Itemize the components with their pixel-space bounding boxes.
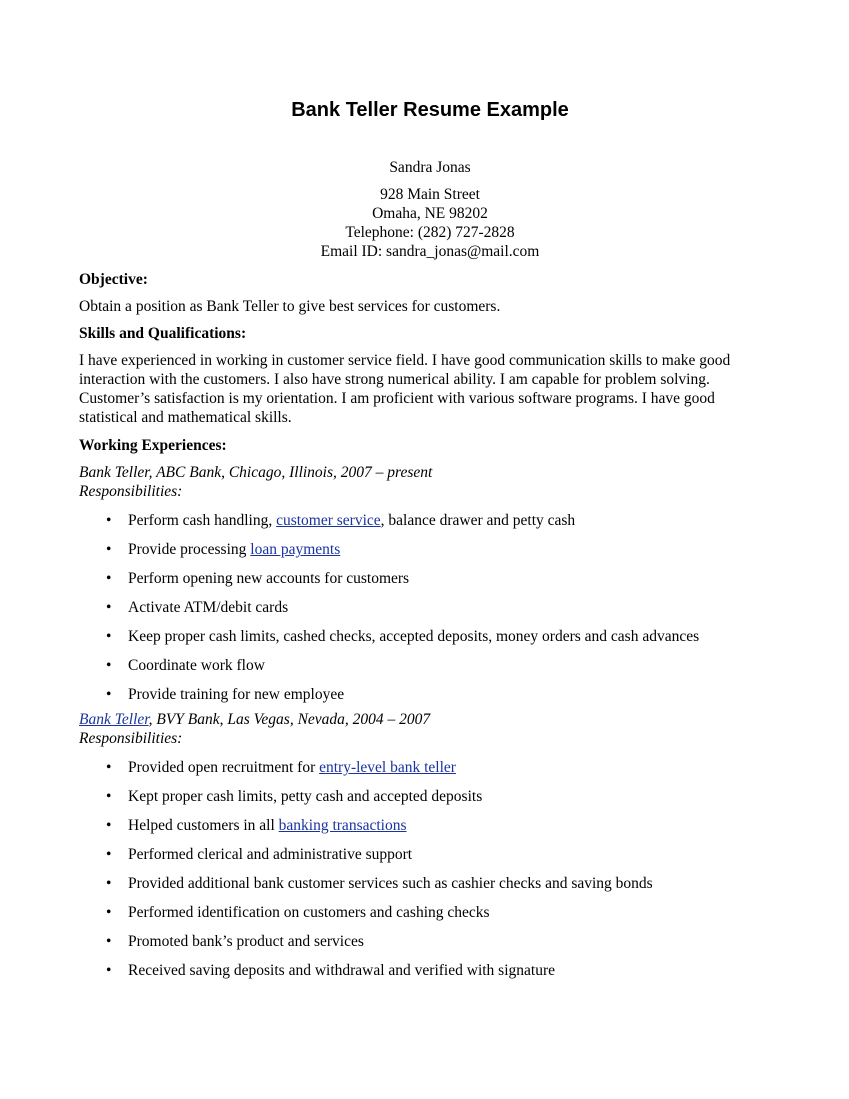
contact-street: 928 Main Street [380,186,480,203]
page-title: Bank Teller Resume Example [291,99,569,121]
objective-section [79,270,769,316]
list-item-text: Provided open recruitment for [128,759,320,776]
job-1-responsibility-list [79,507,769,710]
list-item-text: Keep proper cash limits, cashed checks, accepted deposits, money orders and cash advances [128,628,700,645]
job-2-responsibility-list [79,754,769,986]
list-item [79,652,769,681]
skills-section [79,324,769,427]
bullet-icon: • [106,541,112,558]
list-item-text: Coordinate work flow [128,657,265,674]
bullet-icon: • [106,933,112,950]
bullet-icon: • [106,686,112,703]
objective-heading: Objective: [79,271,148,288]
bullet-icon: • [106,570,112,587]
list-item [79,812,769,841]
list-item [79,754,769,783]
objective-text: Obtain a position as Bank Teller to give best services for customers. [79,298,501,315]
bullet-icon: • [106,628,112,645]
bullet-icon: • [106,657,112,674]
list-item-text: Provided additional bank customer services such as cashier checks and saving bonds [128,875,653,892]
job-entry-2 [79,710,769,986]
bullet-icon: • [106,904,112,921]
experience-section [79,436,769,986]
bullet-icon: • [106,817,112,834]
entry-level-bank-teller-link[interactable]: entry-level bank teller [319,759,456,776]
list-item [79,957,769,986]
banking-transactions-link[interactable]: banking transactions [278,817,407,834]
list-item [79,594,769,623]
bullet-icon: • [106,962,112,979]
job-2-title-rest: , BVY Bank, Las Vegas, Nevada, 2004 – 2007 [148,711,431,728]
list-item-text: Helped customers in all [128,817,279,834]
list-item [79,536,769,565]
bullet-icon: • [106,788,112,805]
bullet-icon: • [106,599,112,616]
contact-telephone: Telephone: (282) 727-2828 [345,224,515,241]
list-item [79,623,769,652]
list-item-text: Provide training for new employee [128,686,345,703]
list-item [79,507,769,536]
bullet-icon: • [106,759,112,776]
job-1-responsibilities-label: Responsibilities: [79,483,183,500]
experience-heading: Working Experiences: [79,437,227,454]
list-item [79,870,769,899]
list-item [79,899,769,928]
list-item [79,841,769,870]
bullet-icon: • [106,846,112,863]
job-2-title [79,710,769,729]
contact-name: Sandra Jonas [389,159,471,176]
resume-page [79,96,769,986]
job-entry-1 [79,463,769,710]
job-1-title: Bank Teller, ABC Bank, Chicago, Illinois, 2007 – present [79,464,433,481]
list-item-text: Provide processing [128,541,251,558]
loan-payments-link[interactable]: loan payments [250,541,341,558]
skills-heading: Skills and Qualifications: [79,325,247,342]
bullet-icon: • [106,875,112,892]
customer-service-link[interactable]: customer service [276,512,381,529]
skills-text: I have experienced in working in customer service field. I have good communication skills to make good interaction with the customers. I also have strong numerical ability. I am capable for problem solving. Customer’s satisfaction is my orientation. I am proficient with various software programs. I have good statistical and mathematical skills. [79,352,731,426]
list-item-text: Performed identification on customers and cashing checks [128,904,490,921]
list-item-text: Kept proper cash limits, petty cash and accepted deposits [128,788,483,805]
contact-email: Email ID: sandra_jonas@mail.com [320,243,540,260]
list-item-text: Perform cash handling, [128,512,277,529]
contact-city: Omaha, NE 98202 [372,205,488,222]
bank-teller-link[interactable]: Bank Teller [79,711,149,728]
list-item-text: Performed clerical and administrative support [128,846,413,863]
list-item-text: Activate ATM/debit cards [128,599,289,616]
list-item [79,928,769,957]
list-item [79,565,769,594]
list-item-text: Promoted bank’s product and services [128,933,364,950]
list-item-text: Received saving deposits and withdrawal and verified with signature [128,962,555,979]
job-2-responsibilities-label: Responsibilities: [79,730,183,747]
list-item-text: , balance drawer and petty cash [380,512,576,529]
list-item [79,681,769,710]
contact-block [79,158,769,261]
bullet-icon: • [106,512,112,529]
list-item-text: Perform opening new accounts for customers [128,570,410,587]
list-item [79,783,769,812]
